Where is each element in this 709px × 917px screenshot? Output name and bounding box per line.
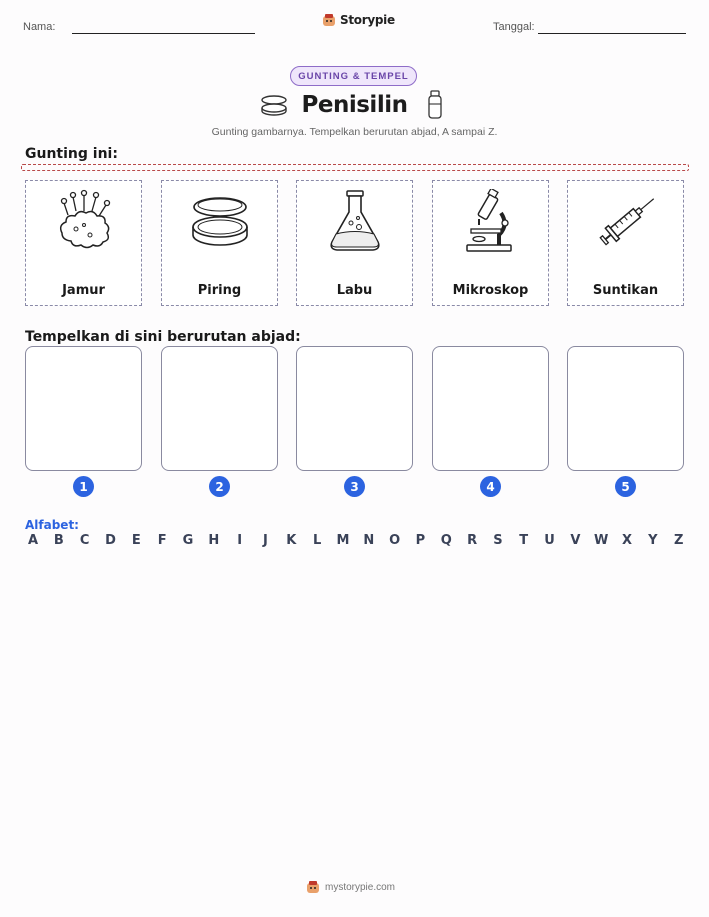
- paste-box-1[interactable]: [25, 346, 142, 471]
- brand-logo: [322, 13, 395, 27]
- date-label: Tanggal:: [493, 21, 535, 33]
- card-label: Mikroskop: [452, 283, 529, 298]
- vial-icon: [426, 90, 444, 120]
- alphabet-letter: I: [237, 533, 243, 548]
- alphabet-letter: Z: [673, 533, 684, 548]
- alphabet-letter: S: [493, 533, 503, 548]
- paste-box-2[interactable]: [161, 346, 278, 471]
- storypie-mascot-icon: [322, 13, 336, 27]
- alphabet-heading: Alfabet:: [25, 518, 79, 532]
- flask-icon: [325, 189, 385, 253]
- alphabet-letter: F: [157, 533, 167, 548]
- alphabet-letter: U: [544, 533, 555, 548]
- footer-url[interactable]: mystorypie.com: [325, 881, 396, 893]
- alphabet-row: [25, 533, 687, 548]
- alphabet-letter: H: [208, 533, 220, 548]
- alphabet-letter: G: [182, 533, 194, 548]
- card-label: Suntikan: [592, 283, 659, 298]
- number-badge: 5: [615, 476, 636, 497]
- alphabet-letter: B: [53, 533, 64, 548]
- date-line[interactable]: [538, 33, 686, 34]
- cut-card-jamur[interactable]: [25, 180, 142, 306]
- name-label: Nama:: [23, 21, 56, 33]
- alphabet-letter: W: [594, 533, 609, 548]
- alphabet-letter: M: [336, 533, 350, 548]
- card-label: Piring: [197, 283, 242, 298]
- alphabet-letter: R: [467, 533, 478, 548]
- microscope-icon: [461, 189, 521, 253]
- number-badge: 4: [480, 476, 501, 497]
- syringe-icon: [596, 189, 660, 253]
- name-line[interactable]: [72, 33, 255, 34]
- cut-card-labu[interactable]: [296, 180, 413, 306]
- alphabet-letter: E: [131, 533, 141, 548]
- number-badge: 2: [209, 476, 230, 497]
- petri-dish-icon: [190, 189, 250, 253]
- cut-line: [21, 164, 689, 171]
- footer: [306, 880, 395, 894]
- fungus-icon: [54, 189, 114, 253]
- alphabet-letter: Q: [440, 533, 452, 548]
- paste-box-3[interactable]: [296, 346, 413, 471]
- number-badge: 1: [73, 476, 94, 497]
- alphabet-letter: X: [622, 533, 633, 548]
- alphabet-letter: L: [312, 533, 322, 548]
- alphabet-letter: V: [570, 533, 581, 548]
- storypie-mascot-icon: [306, 880, 320, 894]
- alphabet-letter: A: [27, 533, 39, 548]
- alphabet-letter: D: [105, 533, 116, 548]
- instructions: Gunting gambarnya. Tempelkan berurutan abjad, A sampai Z.: [211, 126, 498, 138]
- cut-card-piring[interactable]: [161, 180, 278, 306]
- cut-card-mikroskop[interactable]: [432, 180, 549, 306]
- page-title: Penisilin: [301, 92, 408, 118]
- alphabet-letter: P: [415, 533, 426, 548]
- paste-box-4[interactable]: [432, 346, 549, 471]
- alphabet-letter: C: [79, 533, 90, 548]
- alphabet-letter: K: [286, 533, 297, 548]
- card-label: Jamur: [62, 283, 105, 298]
- alphabet-letter: N: [363, 533, 375, 548]
- card-label: Labu: [336, 283, 373, 298]
- cut-heading: Gunting ini:: [25, 146, 118, 162]
- alphabet-letter: O: [389, 533, 401, 548]
- paste-heading: Tempelkan di sini berurutan abjad:: [25, 329, 301, 345]
- number-badge: 3: [344, 476, 365, 497]
- alphabet-letter: Y: [648, 533, 658, 548]
- cut-card-suntikan[interactable]: [567, 180, 684, 306]
- alphabet-letter: T: [519, 533, 529, 548]
- activity-tag: GUNTING & TEMPEL: [290, 66, 417, 86]
- paste-box-5[interactable]: [567, 346, 684, 471]
- alphabet-letter: J: [263, 533, 268, 548]
- brand-name: Storypie: [340, 13, 395, 27]
